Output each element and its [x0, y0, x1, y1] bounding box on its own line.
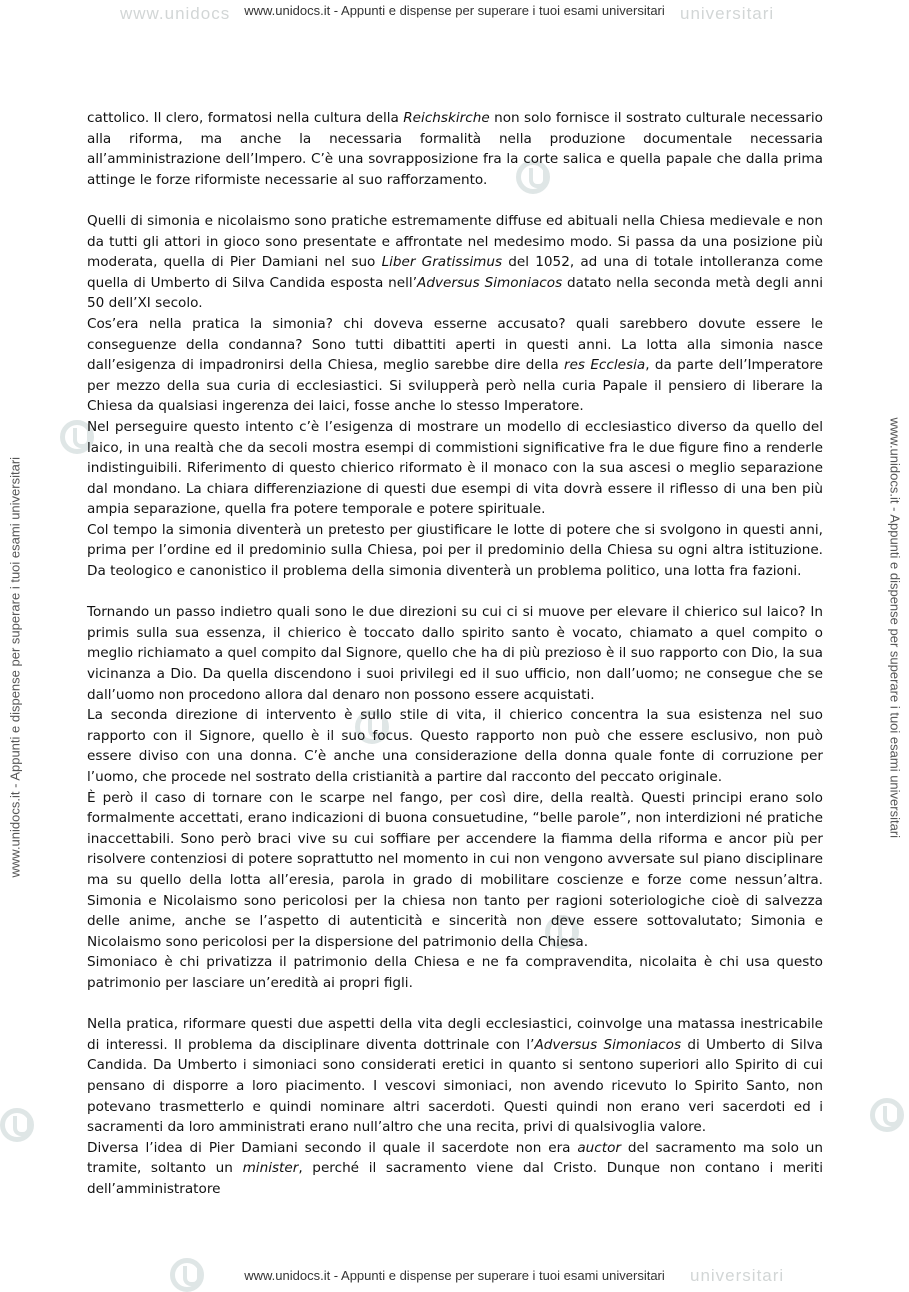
paragraph	[87, 788, 823, 953]
document-body	[87, 108, 823, 1199]
paragraph	[87, 705, 823, 787]
paragraph	[87, 1138, 823, 1200]
paragraph	[87, 417, 823, 520]
italic-term: auctor	[577, 1139, 621, 1156]
text-segment: Diversa l’idea di Pier Damiani secondo il quale il sacerdote non era	[87, 1139, 578, 1156]
unidocs-logo-icon	[0, 1108, 34, 1142]
italic-term: Liber Gratissimus	[381, 254, 503, 271]
italic-term: Adversus Simoniacos	[534, 1036, 682, 1053]
paragraph	[87, 1014, 823, 1138]
text-segment: , da parte dell’Imperatore per mezzo della sua curia di ecclesiastici. Si svilupperà però nella curia Papale il pensiero di liberare la Chiesa da qualsiasi ingerenza dei laici, fosse anche lo stesso Imperatore.	[87, 357, 823, 415]
text-segment: Tornando un passo indietro quali sono le due direzioni su cui ci si muove per elevare il chierico sul laico? In primis sulla sua essenza, il chierico è toccato dallo spirito santo è vocato, chiamato a quel compito o meglio richiamato a quel compito dal Signore, quello che ha di più prezioso è il suo rapporto con Dio, la sua vicinanza a Dio. Da quella discendono i suoi privilegi ed il suo ufficio, non dall’uomo; ne consegue che se dall’uomo non procedono allora dal denaro non possono essere acquistati.	[87, 604, 823, 703]
text-segment: cattolico. Il clero, formatosi nella cultura della	[87, 110, 404, 126]
paragraph	[87, 602, 823, 705]
paragraph	[87, 314, 823, 417]
italic-term: Reichskirche	[403, 110, 490, 126]
text-segment: non solo fornisce il sostrato culturale necessario alla riforma, ma anche la necessaria formalità nella produzione documentale necessaria all’amministrazione dell’Impero. C’è una sovrapposizione fra la corte salica e quella papale che dalla prima attinge le forze riformiste necessarie al suo rafforzamento.	[87, 110, 823, 188]
text-segment: Simoniaco è chi privatizza il patrimonio della Chiesa e ne fa compravendita, nicolaita è chi usa questo patrimonio per lasciare un’eredità ai propri figli.	[87, 954, 823, 991]
paragraph	[87, 520, 823, 582]
text-segment: È però il caso di tornare con le scarpe nel fango, per così dire, della realtà. Questi principi erano solo formalmente accettati, erano indicazioni di buona consuetudine, “belle parole”, non interdizioni né pratiche inaccettabili. Sono però braci vive su cui soffiare per accendere la fiamma della riforma e ancor più per risolvere contenziosi di potere soprattutto nel momento in cui non vengono avversate sul piano disciplinare ma su quello della lotta all’eresia, parola in grado di mobilitare coscienze e forze come nessun’altra. Simonia e Nicolaismo sono pericolosi per la chiesa non tanto per ragioni soteriologiche cioè di salvezza delle anime, anche se l’aspetto di autenticità e sincerità non deve essere sottovalutato; Simonia e Nicolaismo sono pericolosi per la dispersione del patrimonio della Chiesa.	[87, 789, 823, 950]
text-segment: Cos’era nella pratica la simonia? chi doveva esserne accusato? quali sarebbero dovute essere le conseguenze della condanna? Sono tutti dibattiti aperti in questi anni. La lotta alla simonia nasce dall’esigenza di impadronirsi della Chiesa, meglio sarebbe dire della	[87, 315, 823, 374]
watermark-footer: www.unidocs.it - Appunti e dispense per superare i tuoi esami universitari	[244, 1268, 665, 1283]
watermark-header: www.unidocs.it - Appunti e dispense per superare i tuoi esami universitari	[244, 3, 665, 18]
text-segment: , perché il sacramento viene dal Cristo. Dunque non contano i meriti dell’amministratore	[87, 1160, 824, 1197]
watermark-ghost-right-bottom: universitari	[690, 1266, 785, 1285]
text-segment: Quelli di simonia e nicolaismo sono pratiche estremamente diffuse ed abituali nella Chiesa medievale e non da tutti gli attori in gioco sono presentate e affrontate nel medesimo modo. Si passa da una posizione più moderata, quella di Pier Damiani nel suo	[87, 212, 823, 271]
paragraph	[87, 952, 823, 993]
text-segment: di Umberto di Silva Candida. Da Umberto i simoniaci sono considerati eretici in quanto si sentono superiori allo Spirito di cui pensano di disporre a loro piacimento. I vescovi simoniaci, non avendo ricevuto lo Spirito Santo, non potevano trasmetterlo e quindi nominare altri sacerdoti. Questi quindi non erano veri sacerdoti ed i sacramenti da loro amministrati erano null’altro che una recita, privi di qualsivoglia valore.	[87, 1036, 824, 1136]
text-segment: Col tempo la simonia diventerà un pretesto per giustificare le lotte di potere che si svolgono in questi anni, prima per l’ordine ed il predominio sulla Chiesa, poi per il predominio della Chiesa su ogni altra istituzione. Da teologico e canonistico il problema della simonia diventerà un problema politico, una lotta fra fazioni.	[87, 521, 823, 580]
text-segment: datato nella seconda metà degli anni 50 dell’XI secolo.	[87, 274, 823, 312]
watermark-ghost-left: www.unidocs	[120, 4, 231, 23]
text-segment: La seconda direzione di intervento è sullo stile di vita, il chierico concentra la sua esistenza nel suo rapporto con il Signore, quello è il suo focus. Questo rapporto non può che essere esclusivo, non può essere diviso con una donna. C’è anche una considerazione della donna quale fonte di corruzione per l’uomo, che procede nel sostrato della cristianità a partire dal racconto del peccato originale.	[87, 707, 823, 785]
text-segment: Nella pratica, riformare questi due aspetti della vita degli ecclesiastici, coinvolge una matassa inestricabile di interessi. Il problema da disciplinare diventa dottrinale con l’	[87, 1016, 823, 1053]
paragraph	[87, 211, 823, 314]
watermark-left-side: www.unidocs.it - Appunti e dispense per superare i tuoi esami universitari	[7, 456, 23, 878]
italic-term: minister	[242, 1160, 299, 1177]
text-segment: Nel perseguire questo intento c’è l’esigenza di mostrare un modello di ecclesiastico diverso da quello del laico, in una realtà che da secoli mostra esempi di commistioni significative fra le due figure fino a renderle indistinguibili. Riferimento di questo chierico riformato è il monaco con la sua ascesi o meglio separazione dal mondano. La chiara differenziazione di questi due esempi di vita dovrà essere il riflesso di una ben più ampia separazione, quella fra potere temporale e potere spirituale.	[87, 418, 823, 518]
italic-term: res Ecclesia	[563, 357, 646, 374]
watermark-ghost-right: universitari	[680, 4, 775, 23]
text-segment: del sacramento ma solo un tramite, soltanto un	[87, 1139, 823, 1177]
unidocs-logo-icon	[870, 1098, 904, 1132]
paragraph	[87, 108, 823, 190]
watermark-right-side: www.unidocs.it - Appunti e dispense per superare i tuoi esami universitari	[887, 417, 903, 839]
text-segment: del 1052, ad una di totale intolleranza come quella di Umberto di Silva Candida esposta nell’	[87, 254, 823, 291]
italic-term: Adversus Simoniacos	[417, 274, 563, 291]
